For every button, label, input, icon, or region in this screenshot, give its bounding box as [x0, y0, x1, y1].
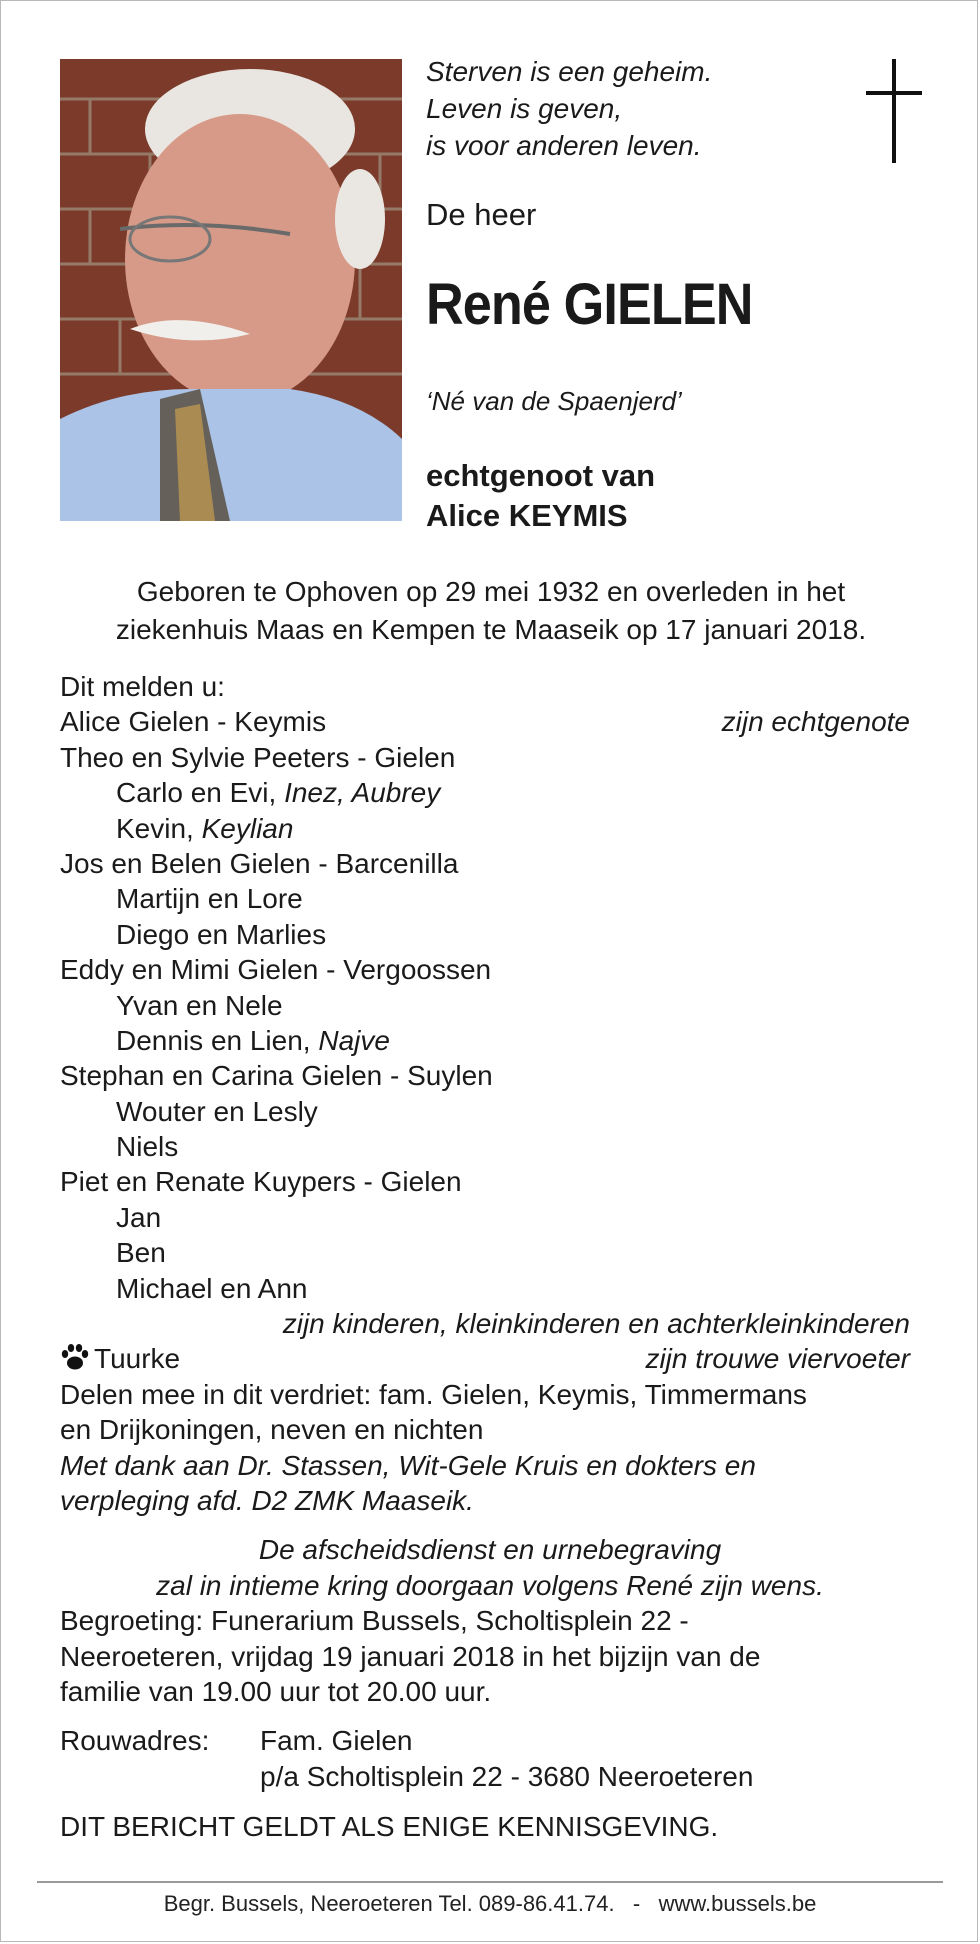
address-row: Rouwadres: Fam. Gielen — [60, 1725, 413, 1757]
greeting-line: familie van 19.00 uur tot 20.00 uur. — [60, 1675, 492, 1707]
list-item: zijn kinderen, kleinkinderen en achterkleinkinderen — [282, 1308, 910, 1340]
footer-divider — [37, 1881, 943, 1883]
cross-icon — [859, 59, 929, 163]
list-item: Delen mee in dit verdriet: fam. Gielen, Keymis, Timmermans — [60, 1378, 807, 1410]
list-item: Kevin, Keylian — [116, 812, 294, 844]
list-item: Stephan en Carina Gielen - Suylen — [60, 1060, 493, 1092]
list-item: Jos en Belen Gielen - Barcenilla — [60, 847, 459, 879]
greeting-line: Begroeting: Funerarium Bussels, Scholtisplein 22 - — [60, 1605, 689, 1637]
spouse-name: Alice KEYMIS — [426, 498, 628, 533]
list-item: verpleging afd. D2 ZMK Maaseik. — [60, 1484, 474, 1516]
list-item: Martijn en Lore — [116, 883, 303, 915]
birth-line: Geboren te Ophoven op 29 mei 1932 en overleden in het — [136, 576, 846, 607]
list-item: Carlo en Evi, Inez, Aubrey — [116, 777, 441, 809]
list-item: Tuurke zijn trouwe viervoeter — [60, 1341, 920, 1376]
address-row: p/a Scholtisplein 22 - 3680 Neeroeteren — [260, 1761, 754, 1793]
spouse-label: echtgenoot van — [426, 458, 656, 493]
death-line: ziekenhuis Maas en Kempen te Maaseik op 17 januari 2018. — [115, 614, 867, 645]
list-item: Niels — [116, 1131, 179, 1163]
service-line: zal in intieme kring doorgaan volgens René zijn wens. — [156, 1569, 824, 1601]
family-list — [60, 669, 920, 1845]
spouse-info — [426, 456, 655, 536]
poem-line: Leven is geven, — [426, 93, 623, 124]
list-item: Jan — [116, 1201, 162, 1233]
list-item: Yvan en Nele — [116, 989, 283, 1021]
service-line: De afscheidsdienst en urnebegraving — [258, 1534, 722, 1566]
list-item: Ben — [116, 1237, 166, 1269]
paw-icon — [60, 1343, 90, 1371]
list-item: Theo en Sylvie Peeters - Gielen — [60, 741, 456, 773]
list-item: Diego en Marlies — [116, 918, 327, 950]
deceased-name: René GIELEN — [426, 272, 753, 337]
list-item: Met dank aan Dr. Stassen, Wit-Gele Kruis en dokters en — [60, 1449, 756, 1481]
list-item: Eddy en Mimi Gielen - Vergoossen — [60, 954, 492, 986]
portrait-photo — [60, 59, 402, 521]
list-item: Wouter en Lesly — [116, 1095, 318, 1127]
list-item: en Drijkoningen, neven en nichten — [60, 1414, 484, 1446]
list-item: Dennis en Lien, Najve — [116, 1024, 390, 1056]
nickname: ‘Né van de Spaenjerd’ — [426, 386, 682, 416]
birth-death-info — [41, 573, 941, 649]
list-item: Alice Gielen - Keymis zijn echtgenote — [60, 706, 910, 738]
salutation: De heer — [426, 197, 537, 232]
notice: DIT BERICHT GELDT ALS ENIGE KENNISGEVING. — [60, 1811, 719, 1843]
poem-line: is voor anderen leven. — [426, 130, 702, 161]
footer: Begr. Bussels, Neeroeteren Tel. 089-86.41.74. - www.bussels.be — [163, 1891, 817, 1916]
list-item: Dit melden u: — [60, 671, 225, 702]
list-item: Michael en Ann — [116, 1272, 308, 1304]
greeting-line: Neeroeteren, vrijdag 19 januari 2018 in het bijzijn van de — [60, 1640, 761, 1672]
poem — [426, 53, 712, 164]
list-item: Piet en Renate Kuypers - Gielen — [60, 1166, 462, 1198]
poem-line: Sterven is een geheim. — [426, 56, 713, 87]
